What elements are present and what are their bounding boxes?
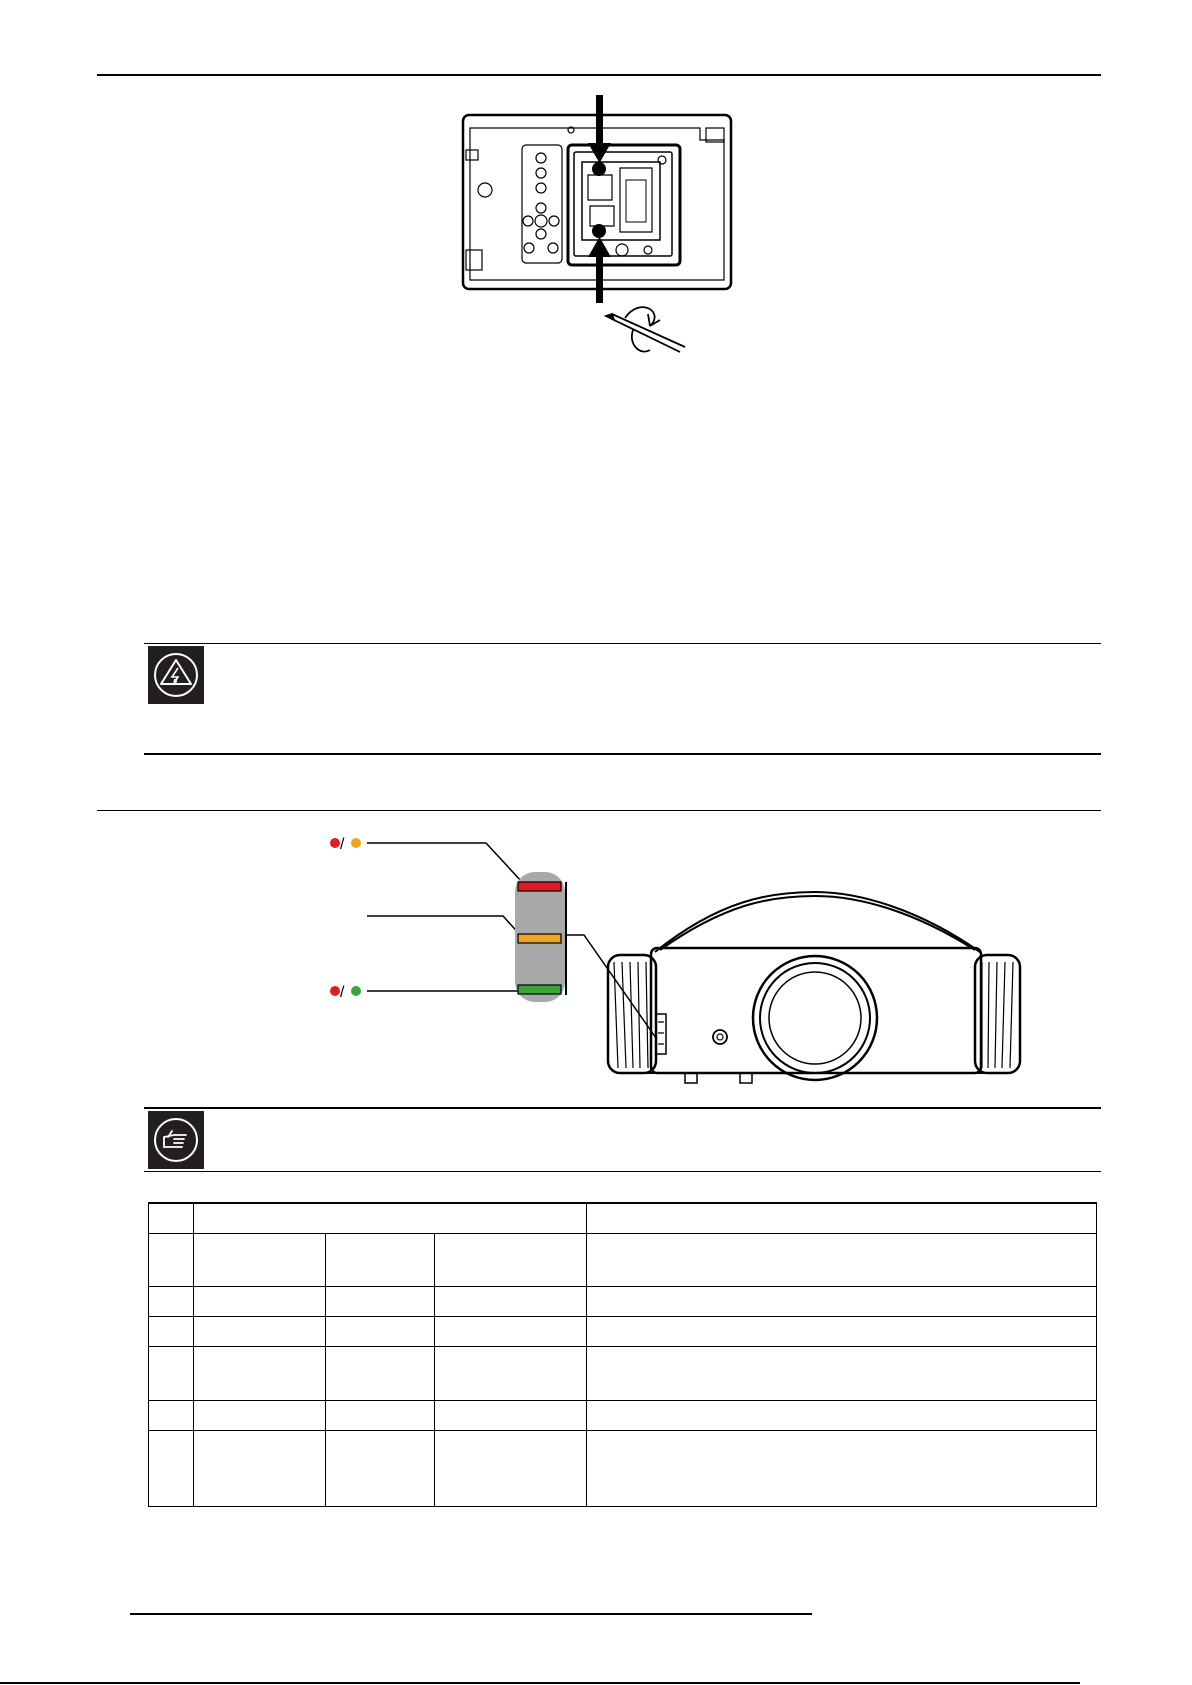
table-header-cell (587, 1203, 1097, 1233)
pointing-hand-note-icon (148, 1111, 204, 1169)
led-middle (518, 934, 561, 943)
note-box-bottom-rule (144, 1171, 1101, 1172)
table-cell (435, 1316, 587, 1346)
status-separator: / (340, 984, 345, 1001)
table-cell (587, 1430, 1097, 1506)
caution-box-bottom-rule (144, 753, 1101, 755)
table-cell (149, 1316, 194, 1346)
table-cell (587, 1233, 1097, 1286)
button-icon (536, 153, 546, 163)
table-row (149, 1430, 1097, 1506)
table-cell (435, 1430, 587, 1506)
caution-icon-box (148, 646, 204, 704)
table-cell (435, 1400, 587, 1430)
table-cell (194, 1316, 326, 1346)
screwdriver-icon (606, 307, 685, 352)
electric-shock-warning-icon (148, 646, 204, 704)
table-header-row (149, 1203, 1097, 1233)
table-cell (149, 1400, 194, 1430)
table-header-cell (149, 1203, 194, 1233)
screw-icon (592, 162, 606, 176)
table-row (149, 1346, 1097, 1400)
green-status-dot (351, 986, 361, 996)
table-row (149, 1400, 1097, 1430)
table-row (149, 1286, 1097, 1316)
projector-front-illustration (608, 892, 1020, 1083)
table-cell (326, 1286, 435, 1316)
table-cell (435, 1346, 587, 1400)
table-cell (435, 1286, 587, 1316)
table-cell (194, 1430, 326, 1506)
press-arrow-icon (588, 95, 611, 303)
button-icon (536, 168, 546, 178)
red-status-dot (330, 986, 340, 996)
note-box-top-rule (144, 1107, 1101, 1109)
table-cell (194, 1346, 326, 1400)
table-cell (587, 1346, 1097, 1400)
caution-box-top-rule (144, 643, 1101, 644)
table-cell (326, 1233, 435, 1286)
led-top (518, 882, 561, 891)
caution-text (220, 650, 1090, 710)
table-cell (194, 1286, 326, 1316)
screw-icon (592, 224, 606, 238)
table-cell (326, 1430, 435, 1506)
bottom-rule (0, 1682, 1080, 1684)
table-cell (326, 1346, 435, 1400)
table-row (149, 1233, 1097, 1286)
table-cell (587, 1316, 1097, 1346)
table-header-cell (194, 1203, 587, 1233)
table-cell (149, 1233, 194, 1286)
lamp-cover-figure (0, 0, 1192, 400)
table-cell (326, 1400, 435, 1430)
table-cell (326, 1316, 435, 1346)
lens (753, 956, 877, 1080)
note-text (220, 1115, 1090, 1165)
table-cell (435, 1233, 587, 1286)
status-separator: / (340, 836, 345, 853)
table-cell (587, 1286, 1097, 1316)
note-icon-box (148, 1111, 204, 1169)
red-status-dot (330, 838, 340, 848)
table-cell (149, 1286, 194, 1316)
table-cell (194, 1233, 326, 1286)
lamp-compartment (568, 145, 680, 265)
indicator-table (148, 1202, 1097, 1507)
table-cell (194, 1400, 326, 1430)
table-cell (149, 1346, 194, 1400)
button-icon (536, 183, 546, 193)
footer-rule (130, 1613, 812, 1615)
led-bottom (518, 985, 561, 994)
indicator-figure (0, 800, 1192, 1100)
table-row (149, 1316, 1097, 1346)
orange-status-dot (351, 838, 361, 848)
table-cell (587, 1400, 1097, 1430)
table-cell (149, 1430, 194, 1506)
